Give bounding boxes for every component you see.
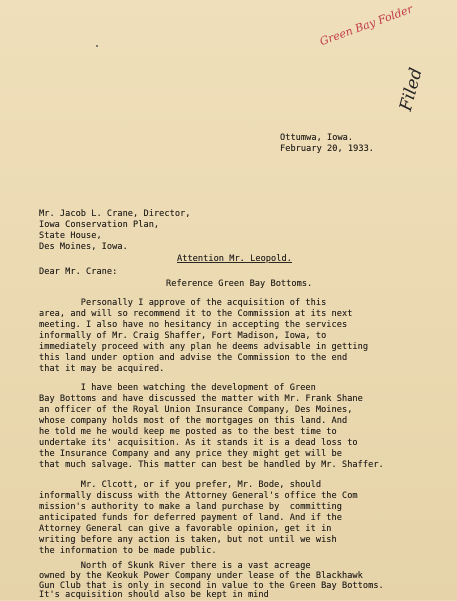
letter-place: Ottumwa, Iowa.	[280, 133, 354, 143]
reference-line: Reference Green Bay Bottoms.	[166, 279, 313, 289]
body-line: I have been watching the development of Green	[39, 383, 316, 393]
body-line: informally discuss with the Attorney General's office the Com	[39, 491, 358, 501]
body-line: that much salvage. This matter can best be handled by Mr. Shaffer.	[39, 460, 384, 470]
body-line: anticipated funds for deferred payment of land. And if the	[39, 513, 342, 523]
body-line: meeting. I also have no hesitancy in accepting the services	[39, 320, 348, 330]
body-line: owned by the Keokuk Power Company under lease of the Blackhawk	[39, 571, 363, 581]
body-line: the information to be made public.	[39, 546, 217, 556]
body-line: Attorney General can give a favorable opinion, get it in	[39, 524, 332, 534]
body-line: mission's authority to make a land purchase by committing	[39, 502, 342, 512]
body-line: It's acquisition should also be kept in mind	[39, 590, 269, 600]
body-line: the Insurance Company and any price they might get will be	[39, 449, 342, 459]
salutation: Dear Mr. Crane:	[39, 267, 118, 277]
filed-annotation: Filed	[396, 65, 427, 114]
body-line: writing before any action is taken, but not until we wish	[39, 535, 337, 545]
body-line: an officer of the Royal Union Insurance Company, Des Moines,	[39, 405, 353, 415]
body-line: immediately proceed with any plan he deems advisable in getting	[39, 342, 369, 352]
attention-line: Attention Mr. Leopold.	[177, 254, 292, 264]
folder-annotation: Green Bay Folder	[318, 2, 415, 49]
body-line: undertake its' acquisition. As it stands it is a dead loss to	[39, 438, 358, 448]
body-line: that it may be acquired.	[39, 364, 165, 374]
body-line: informally of Mr. Craig Shaffer, Fort Madison, Iowa, to	[39, 331, 327, 341]
address-line: Des Moines, Iowa.	[39, 242, 128, 252]
body-line: Gun Club that is only in second in value to the Green Bay Bottoms.	[39, 581, 384, 591]
address-line: Mr. Jacob L. Crane, Director,	[39, 209, 191, 219]
body-line: Personally I approve of the acquisition of this	[39, 298, 327, 308]
address-line: State House,	[39, 231, 102, 241]
address-line: Iowa Conservation Plan,	[39, 220, 160, 230]
body-line: area, and will so recommend it to the Commission at its next	[39, 309, 353, 319]
letter-date: February 20, 1933.	[280, 144, 375, 154]
body-line: Bay Bottoms and have discussed the matter with Mr. Frank Shane	[39, 394, 363, 404]
paper-speck	[96, 45, 98, 47]
body-line: Mr. Clcott, or if you prefer, Mr. Bode, should	[39, 480, 322, 490]
body-line: North of Skunk River there is a vast acreage	[39, 561, 311, 571]
body-line: this land under option and advise the Commission to the end	[39, 353, 348, 363]
body-line: whose company holds most of the mortgages on this land. And	[39, 416, 348, 426]
body-line: he told me he would keep me posted as to the best time to	[39, 427, 337, 437]
